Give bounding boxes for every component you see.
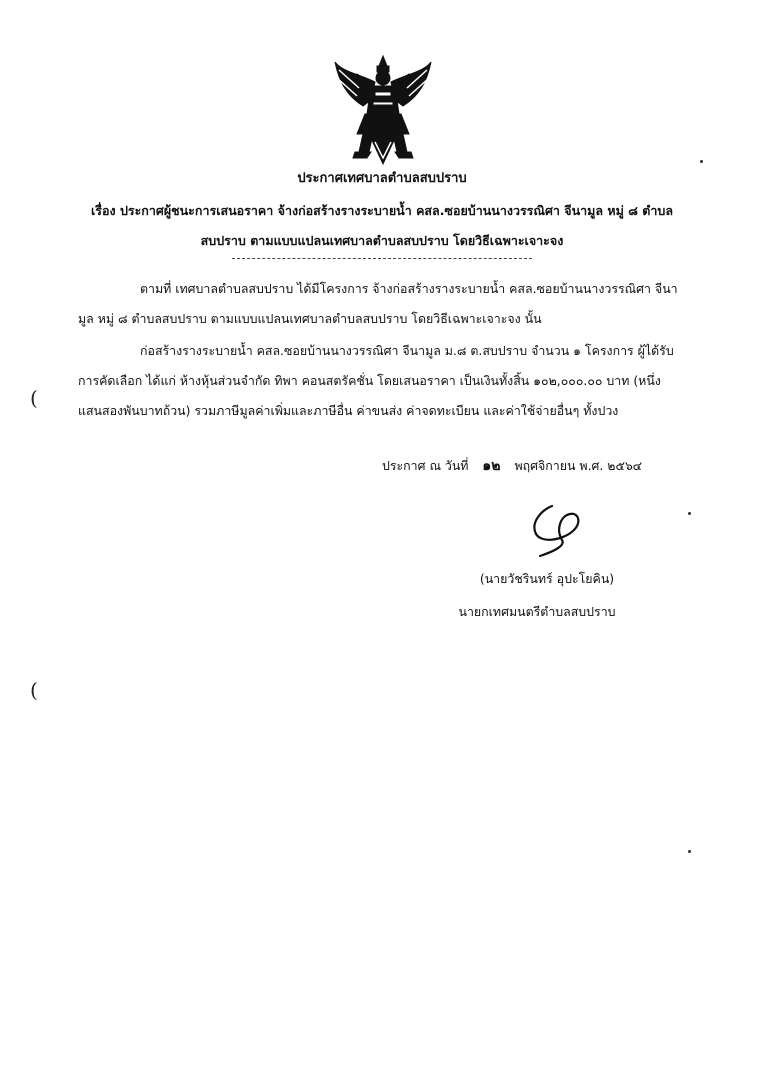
- paragraph-1-line-1: ตามที่ เทศบาลตำบลสบปราบ ได้มีโครงการ จ้างก่อสร้างรางระบายน้ำ คสล.ซอยบ้านนางวรรณิศา จีนา: [140, 281, 678, 296]
- paragraph-1-line-2: มูล หมู่ ๘ ตำบลสบปราบ ตามแบบแปลนเทศบาลตำบลสบปราบ โดยวิธีเฉพาะเจาะจง นั้น: [78, 311, 542, 326]
- scan-speck: [700, 160, 703, 163]
- handwritten-signature: [512, 500, 602, 560]
- paragraph-2-line-2: การคัดเลือก ได้แก่ ห้างหุ้นส่วนจำกัด ทิพา คอนสตรัคชั่น โดยเสนอราคา เป็นเงินทั้งสิ้น ๑๐๒,๐๐๐.๐๐ บาท (หนึ่ง: [78, 373, 661, 388]
- announcement-prefix: ประกาศ ณ วันที่: [382, 458, 469, 473]
- binder-hole-mark: (: [30, 678, 38, 702]
- binder-hole-mark: (: [30, 386, 38, 410]
- scan-speck: [688, 850, 691, 853]
- announcement-month-year: พฤศจิกายน พ.ศ. ๒๕๖๔: [514, 458, 643, 473]
- announcement-date: [382, 455, 642, 477]
- paragraph-2-line-3: แสนสองพันบาทถ้วน) รวมภาษีมูลค่าเพิ่มและภาษีอื่น ค่าขนส่ง ค่าจดทะเบียน และค่าใช้จ่ายอื่นๆ ทั้งปวง: [78, 403, 619, 418]
- announcement-day: ๑๒: [482, 458, 501, 474]
- paragraph-2-line-1: ก่อสร้างรางระบายน้ำ คสล.ซอยบ้านนางวรรณิศา จีนามูล ม.๘ ต.สบปราบ จำนวน ๑ โครงการ ผู้ได้รับ: [140, 343, 674, 358]
- subject-line-1: เรื่อง ประกาศผู้ชนะการเสนอราคา จ้างก่อสร้างรางระบายน้ำ คสล.ซอยบ้านนางวรรณิศา จีนามูล หมู่ ๘ ตำบล: [91, 203, 673, 218]
- subject-line-2: สบปราบ ตามแบบแปลนเทศบาลตำบลสบปราบ โดยวิธีเฉพาะเจาะจง: [200, 233, 564, 248]
- garuda-emblem: [329, 52, 437, 170]
- document-title: ประกาศเทศบาลตำบลสบปราบ: [297, 171, 467, 186]
- scan-speck: [688, 512, 691, 515]
- signatory-name: (นายวัชรินทร์ อุปะโยคิน): [479, 571, 615, 586]
- signatory-position: นายกเทศมนตรีตำบลสบปราบ: [458, 604, 616, 619]
- divider: [232, 258, 532, 259]
